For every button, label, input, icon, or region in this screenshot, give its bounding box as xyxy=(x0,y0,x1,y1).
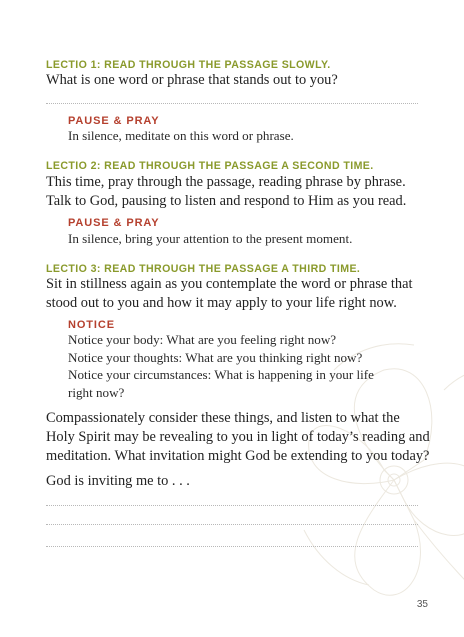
reflection-line: meditation. What invitation might God be extending to you today? xyxy=(46,448,430,464)
notice-line: Notice your thoughts: What are you thinking right now? xyxy=(68,349,363,365)
lectio-2-line: Talk to God, pausing to listen and respond to Him as you read. xyxy=(46,193,407,209)
pause-pray-1-line: In silence, meditate on this word or phrase. xyxy=(68,128,294,143)
lectio-2-text xyxy=(46,173,426,211)
lectio-2-line: This time, pray through the passage, reading phrase by phrase. xyxy=(46,174,406,190)
lectio-3-heading: LECTIO 3: READ THROUGH THE PASSAGE A THIRD TIME. xyxy=(46,263,361,275)
reflection-text xyxy=(46,409,430,466)
notice-line: Notice your body: What are you feeling right now? xyxy=(68,332,337,347)
answer-line[interactable] xyxy=(46,524,418,525)
answer-line[interactable] xyxy=(46,546,418,547)
lectio-1-line: What is one word or phrase that stands out to you? xyxy=(46,72,338,88)
page-number: 35 xyxy=(416,599,428,610)
pause-pray-1-heading: PAUSE & PRAY xyxy=(68,115,160,127)
notice-heading: NOTICE xyxy=(68,319,115,331)
notice-text xyxy=(68,331,418,401)
lectio-3-line: stood out to you and how it may apply to your life right now. xyxy=(46,295,397,311)
pause-pray-2-text xyxy=(68,230,418,248)
lectio-3-line: Sit in stillness again as you contemplate the word or phrase that xyxy=(46,276,413,292)
notice-line: right now? xyxy=(68,384,125,400)
prompt-text: God is inviting me to . . . xyxy=(46,473,190,489)
notice-line: Notice your circumstances: What is happening in your life xyxy=(68,367,374,382)
lectio-2-heading: LECTIO 2: READ THROUGH THE PASSAGE A SECOND TIME. xyxy=(46,160,374,172)
lectio-1-heading: LECTIO 1: READ THROUGH THE PASSAGE SLOWLY. xyxy=(46,59,331,71)
answer-line[interactable] xyxy=(46,103,418,104)
answer-line[interactable] xyxy=(46,505,418,506)
pause-pray-2-line: In silence, bring your attention to the present moment. xyxy=(68,231,353,246)
reflection-line: Compassionately consider these things, and listen to what the xyxy=(46,410,400,426)
pause-pray-2-heading: PAUSE & PRAY xyxy=(68,217,160,229)
lectio-1-text xyxy=(46,71,426,90)
reflection-line: Holy Spirit may be revealing to you in light of today’s reading and xyxy=(46,429,430,445)
pause-pray-1-text xyxy=(68,127,418,145)
lectio-3-text xyxy=(46,275,426,313)
